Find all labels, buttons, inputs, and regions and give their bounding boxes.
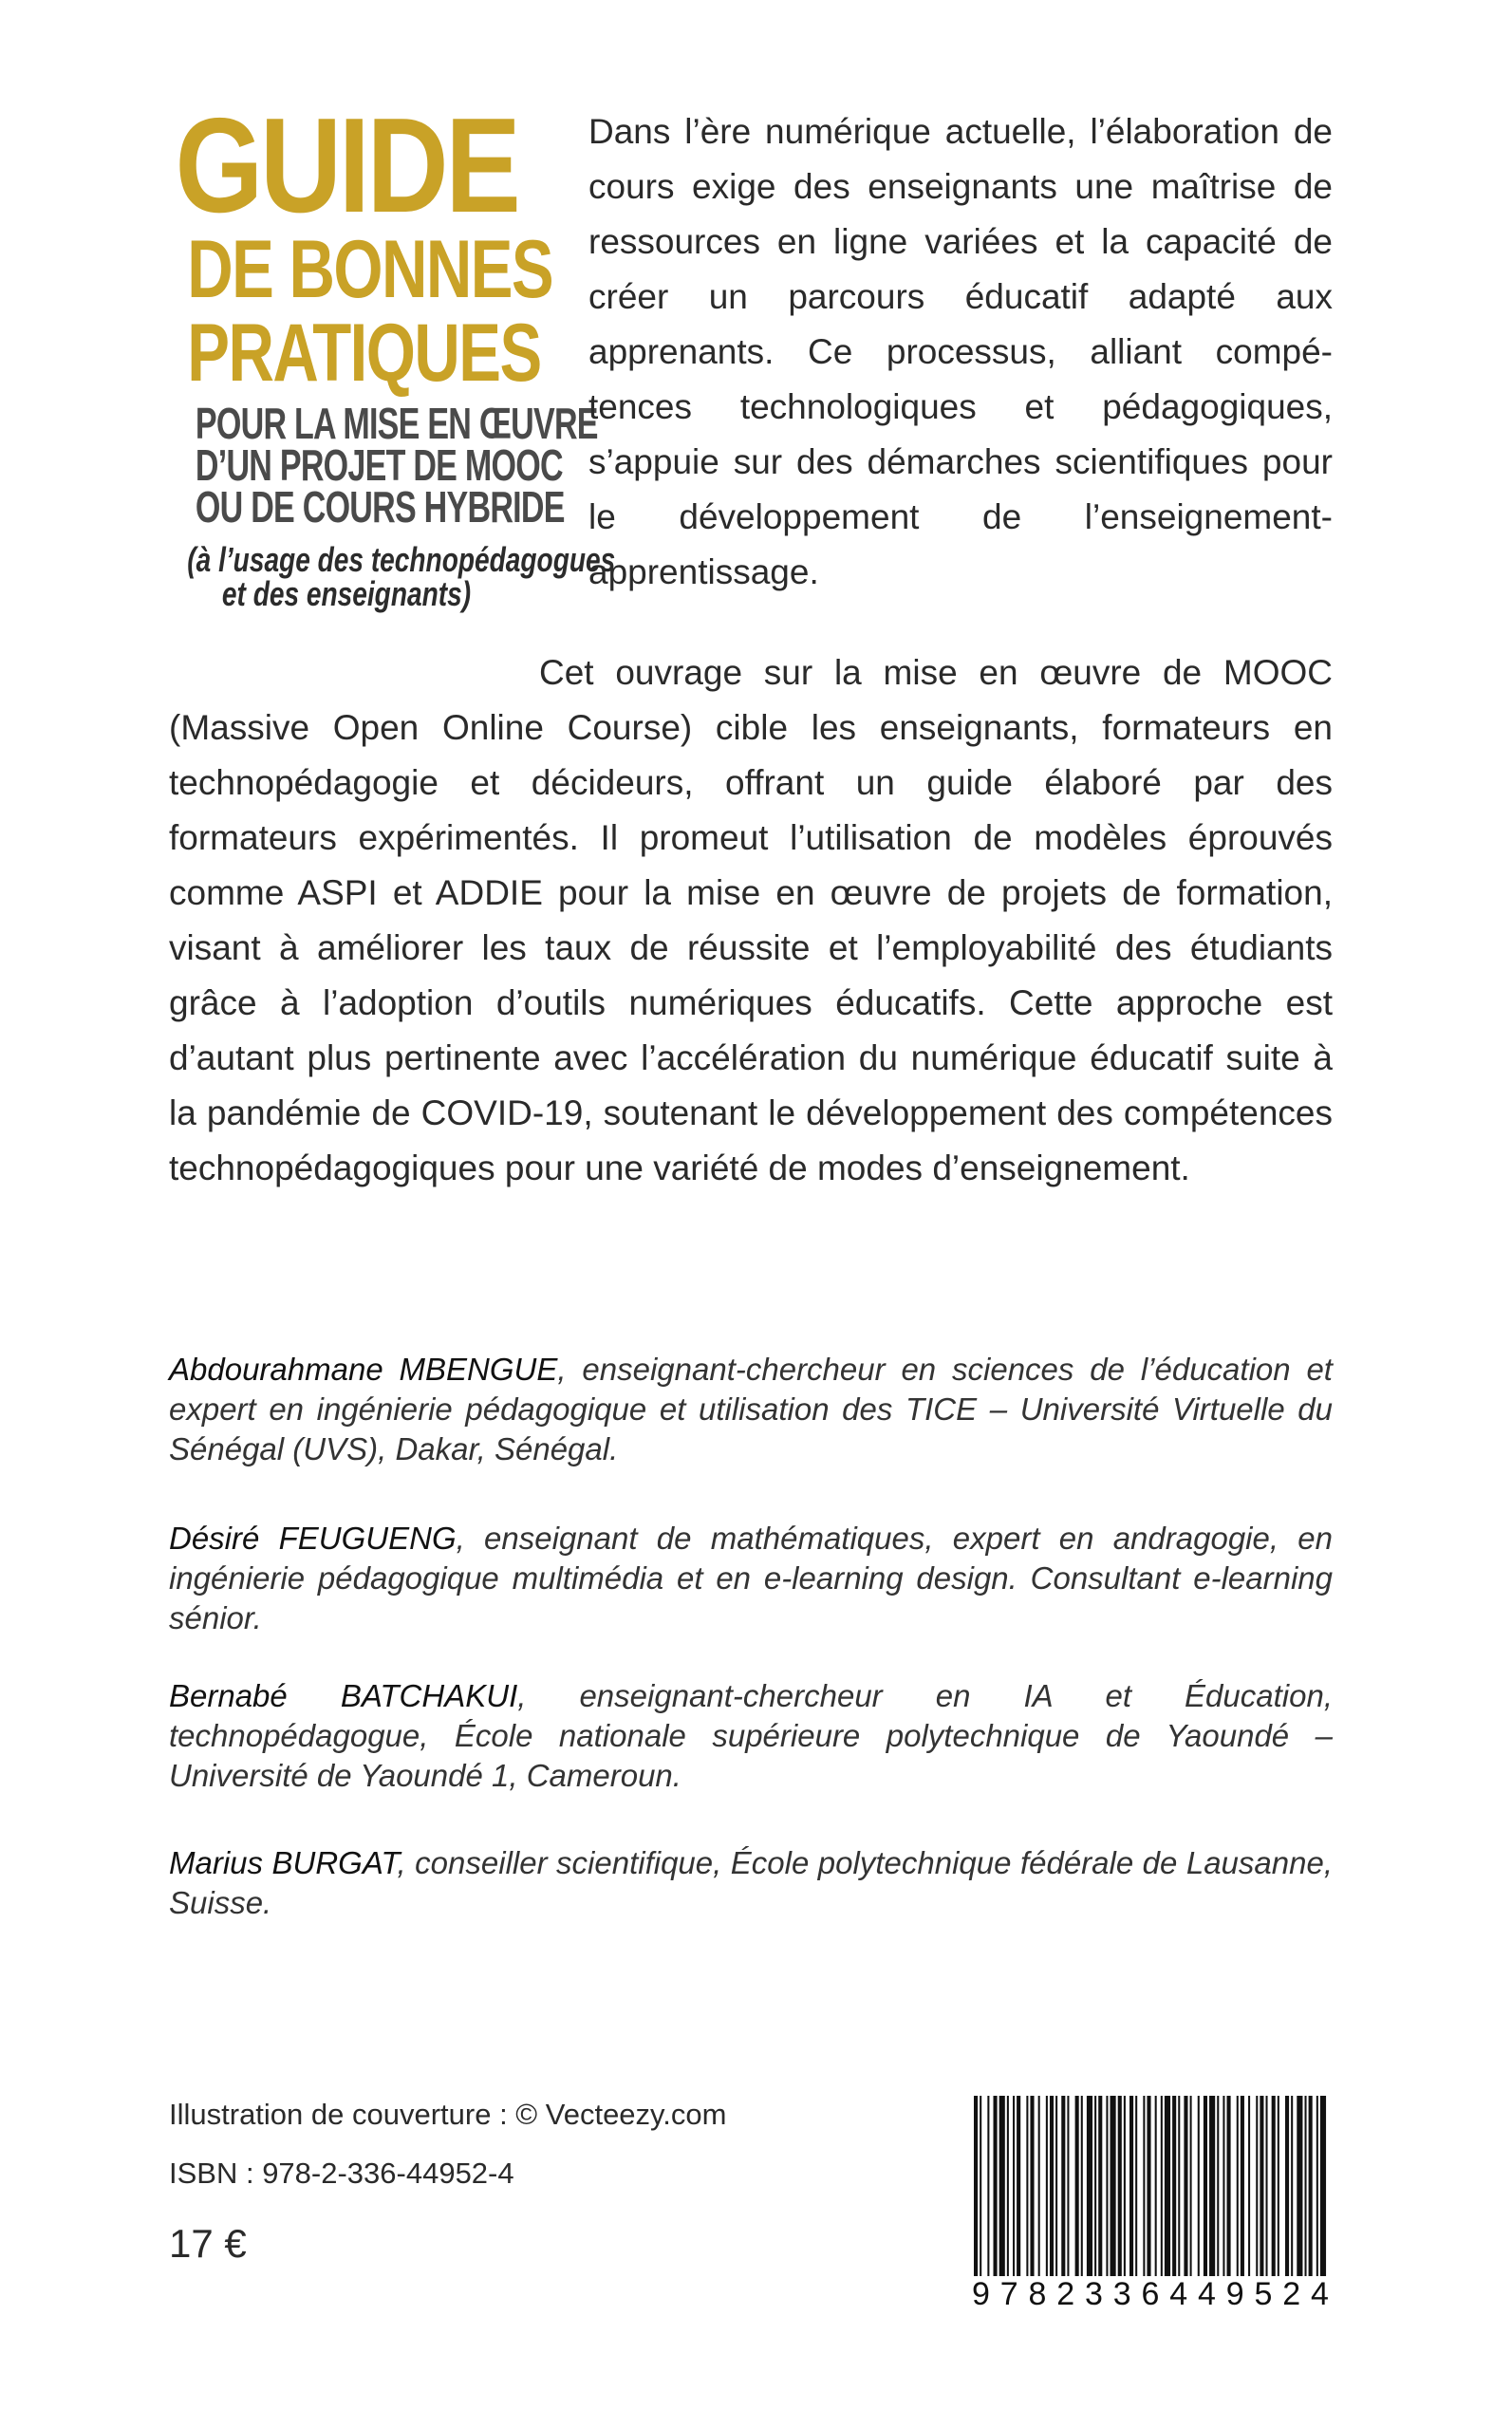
- subtitle-line-1: POUR LA MISE EN ŒUVRE: [195, 399, 598, 448]
- author-description: , enseignant-chercheur en sciences de l’éducation et expert en ingénierie pédagogique et utilisation des TICE – Université Virtuelle du Sénégal (UVS), Dakar, Sénégal.: [169, 1352, 1333, 1466]
- barcode-bar: [1204, 2096, 1207, 2276]
- barcode-bar: [1143, 2096, 1145, 2276]
- barcode-bar: [1291, 2096, 1293, 2276]
- author-description: , conseiller scientifique, École polytechnique fédérale de Lausanne, Suisse.: [169, 1845, 1333, 1920]
- barcode-bar: [1209, 2096, 1215, 2276]
- author-bio: [169, 1843, 1333, 1923]
- barcode-bar: [1190, 2096, 1192, 2276]
- barcode-bar: [1316, 2096, 1318, 2276]
- barcode-bar: [1309, 2096, 1313, 2276]
- barcode-bar: [1081, 2096, 1083, 2276]
- barcode-digit: 4: [1311, 2276, 1329, 2312]
- barcode-bar: [980, 2096, 981, 2276]
- barcode-bar: [1178, 2096, 1180, 2276]
- barcode-bar: [1248, 2096, 1250, 2276]
- barcode-bar: [1266, 2096, 1268, 2276]
- barcode-bar: [1165, 2096, 1170, 2276]
- barcode-digit: 4: [1169, 2276, 1188, 2312]
- barcode-digit: 4: [1198, 2276, 1216, 2312]
- barcode-bar: [1106, 2096, 1108, 2276]
- barcode-digit: 8: [1028, 2276, 1047, 2312]
- subtitle-line-2: D’UN PROJET DE MOOC: [195, 440, 563, 490]
- barcode-digit: 6: [1141, 2276, 1160, 2312]
- author-description: , enseignant de mathématiques, expert en andragogie, en ingénierie pédagogique multimédia et en e-learning design. Consultant e-learning sénior.: [169, 1521, 1333, 1635]
- barcode-bar: [1297, 2096, 1302, 2276]
- barcode-bar: [1237, 2096, 1239, 2276]
- barcode-bar: [1147, 2096, 1150, 2276]
- barcode-bar: [1278, 2096, 1279, 2276]
- usage-line-1: (à l’usage des technopédagogues: [187, 540, 616, 579]
- isbn-barcode: [972, 2096, 1329, 2276]
- barcode-digit: 2: [1282, 2276, 1301, 2312]
- barcode-bar: [1285, 2096, 1289, 2276]
- barcode-bar: [994, 2096, 998, 2276]
- barcode-bar: [1129, 2096, 1133, 2276]
- barcode-digit: 7: [999, 2276, 1018, 2312]
- barcode-bar: [987, 2096, 989, 2276]
- barcode-bar: [1026, 2096, 1028, 2276]
- subtitle-line-3: OU DE COURS HYBRIDE: [195, 482, 565, 532]
- barcode-bar: [1075, 2096, 1079, 2276]
- barcode-bar: [1217, 2096, 1219, 2276]
- barcode-bar: [1055, 2096, 1057, 2276]
- barcode-bar: [1305, 2096, 1307, 2276]
- barcode-bar: [1135, 2096, 1137, 2276]
- barcode-bar: [1013, 2096, 1015, 2276]
- author-name: Bernabé BATCHAKUI: [169, 1678, 518, 1713]
- barcode-bar: [1227, 2096, 1231, 2276]
- author-name: Abdourahmane MBENGUE: [169, 1352, 558, 1387]
- barcode-bar: [1256, 2096, 1258, 2276]
- main-paragraph: Cet ouvrage sur la mise en œuvre de MOOC (Massive Open Online Course) cible les enseignants, formateurs en technopédagogie et décideurs, offrant un guide élaboré par des formateurs expérimentés. Il promeut l’utilisation de modèles éprouvés comme ASPI et ADDIE pour la mise en œuvre de projets de formation, visant à améliorer les taux de réussite et l’employabilité des étudiants grâce à l’adoption d’outils numériques éducatifs. Cette approche est d’autant plus pertinente avec l’accélération du numérique éducatif suite à la pandémie de COVID-19, soutenant le développement des compétences technopédagogiques pour une variété de modes d’enseignement.: [169, 653, 1333, 1187]
- author-bio: [169, 1350, 1333, 1469]
- intro-paragraph: Dans l’ère numérique actuelle, l’élaboration de cours exige des enseignants une maîtrise de ressources en ligne variées et la capacité de créer un parcours éducatif adapté aux apprenants. Ce processus, alliant compé-tences technologiques et pédagogiques, s’appuie sur des démarches scientifiques pour le développement de l’enseignement-apprentissage.: [588, 112, 1333, 591]
- barcode-digit: 9: [972, 2276, 990, 2312]
- title-line-3: PRATIQUES: [187, 308, 541, 399]
- barcode-bar: [1098, 2096, 1102, 2276]
- barcode-digit: 9: [1225, 2276, 1244, 2312]
- barcode-bar: [1087, 2096, 1092, 2276]
- barcode-bar: [974, 2096, 978, 2276]
- barcode-bar: [1046, 2096, 1048, 2276]
- barcode-bar: [1061, 2096, 1065, 2276]
- barcode-bar: [1067, 2096, 1069, 2276]
- barcode-bar: [1184, 2096, 1187, 2276]
- barcode-bar: [1320, 2096, 1326, 2276]
- barcode-bar: [1161, 2096, 1163, 2276]
- author-bio: [169, 1676, 1333, 1796]
- barcode-bar: [1050, 2096, 1054, 2276]
- barcode-bar: [1124, 2096, 1126, 2276]
- barcode-digit: 5: [1254, 2276, 1273, 2312]
- title-guide: GUIDE: [175, 90, 518, 241]
- barcode-bar: [1155, 2096, 1157, 2276]
- author-description: , enseignant-chercheur en IA et Éducation, technopédagogue, École nationale supérieure polytechnique de Yaoundé –Université de Yaoundé 1, Cameroun.: [169, 1678, 1333, 1793]
- barcode-bar: [1030, 2096, 1034, 2276]
- book-title-block: [142, 90, 616, 613]
- isbn: ISBN : 978-2-336-44952-4: [169, 2157, 514, 2190]
- author-name: Marius BURGAT: [169, 1845, 398, 1880]
- author-name: Désiré FEUGUENG: [169, 1521, 457, 1556]
- barcode-bar: [1007, 2096, 1009, 2276]
- barcode-bar: [1241, 2096, 1244, 2276]
- barcode-bar: [1198, 2096, 1200, 2276]
- usage-line-2: et des enseignants): [221, 574, 472, 613]
- barcode-digit: 3: [1112, 2276, 1131, 2312]
- barcode-bar: [1118, 2096, 1122, 2276]
- barcode-digit: 2: [1056, 2276, 1075, 2312]
- title-line-2: DE BONNES: [187, 224, 553, 315]
- barcode-bar: [1017, 2096, 1020, 2276]
- price: 17 €: [169, 2221, 247, 2266]
- barcode-digits: [972, 2276, 1329, 2313]
- barcode-bar: [1038, 2096, 1040, 2276]
- barcode-bar: [1172, 2096, 1176, 2276]
- barcode-bar: [1111, 2096, 1116, 2276]
- illustration-credit: Illustration de couverture : © Vecteezy.com: [169, 2098, 727, 2131]
- barcode-digit: 3: [1085, 2276, 1103, 2312]
- barcode-bar: [999, 2096, 1005, 2276]
- author-bio: [169, 1519, 1333, 1638]
- barcode-bar: [1094, 2096, 1096, 2276]
- barcode-bar: [1260, 2096, 1263, 2276]
- barcode-bar: [1272, 2096, 1276, 2276]
- barcode-bar: [1223, 2096, 1224, 2276]
